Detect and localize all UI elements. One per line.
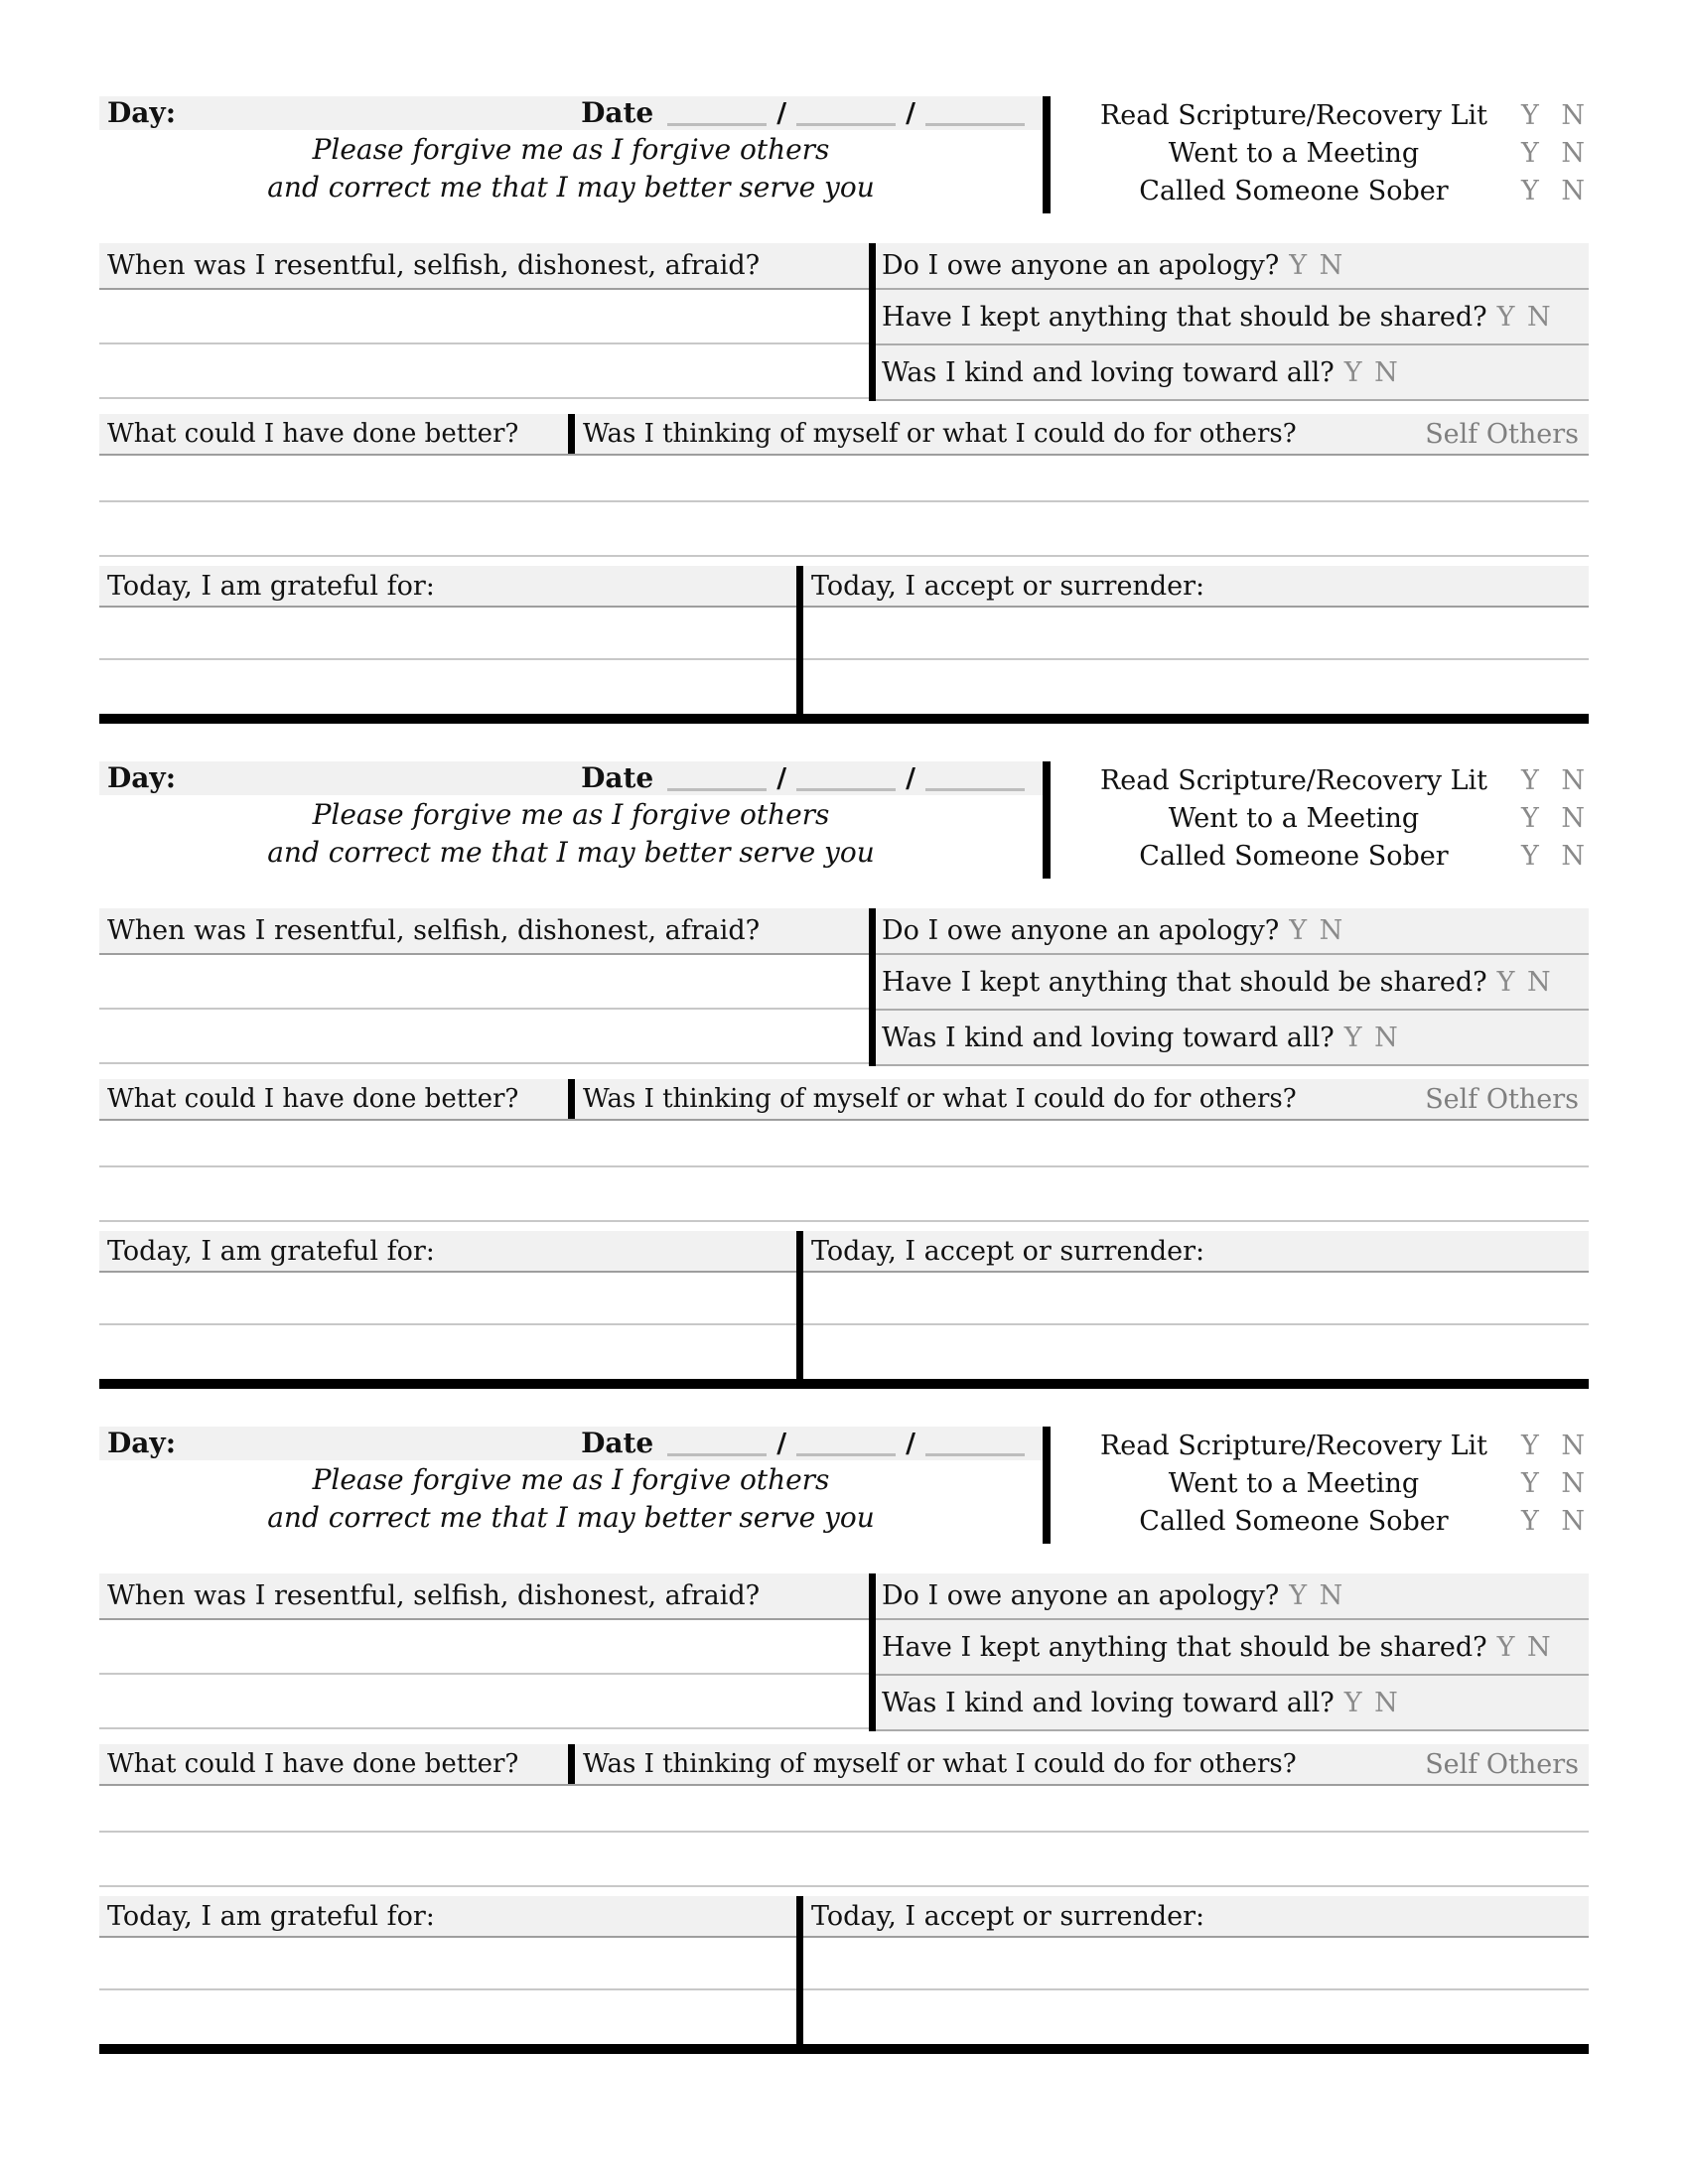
- inventory-table: [99, 908, 1589, 1066]
- prayer-line: Please forgive me as I forgive others: [312, 798, 830, 831]
- writing-space[interactable]: [99, 660, 796, 712]
- surrender-label: Today, I accept or surrender:: [811, 1900, 1205, 1932]
- yes-no-options[interactable]: Y N: [1289, 250, 1343, 281]
- inventory-question-label: When was I resentful, selfish, dishonest, afraid?: [107, 250, 761, 281]
- writing-space[interactable]: [803, 1990, 1589, 2042]
- daily-checklist: [1066, 761, 1589, 879]
- day-date-bar: [99, 761, 1043, 795]
- grateful-label: Today, I am grateful for:: [107, 1235, 435, 1267]
- yes-no-options[interactable]: Y N: [1520, 1467, 1585, 1499]
- vertical-divider: [869, 1573, 876, 1731]
- writing-line[interactable]: [803, 1938, 1589, 1990]
- date-day-field[interactable]: [796, 100, 896, 126]
- checklist-row: [1066, 761, 1589, 799]
- yes-no-options[interactable]: Y N: [1496, 301, 1551, 333]
- grateful-label-bar: [99, 566, 796, 608]
- yes-no-options[interactable]: Y N: [1289, 915, 1343, 946]
- vertical-divider: [869, 243, 876, 401]
- question-label: Do I owe anyone an apology?: [882, 250, 1280, 281]
- inventory-question-label: When was I resentful, selfish, dishonest, afraid?: [107, 1580, 761, 1611]
- writing-line[interactable]: [99, 1786, 1589, 1833]
- checklist-row: [1066, 799, 1589, 837]
- checklist-row: [1066, 1427, 1589, 1464]
- date-year-field[interactable]: [925, 100, 1025, 126]
- thinking-question: Was I thinking of myself or what I could do for others?: [583, 1084, 1297, 1114]
- surrender-column: [803, 557, 1589, 714]
- vertical-divider: [796, 566, 803, 714]
- daily-inventory-entry: [99, 96, 1589, 724]
- grateful-label: Today, I am grateful for:: [107, 570, 435, 602]
- yes-no-options[interactable]: Y N: [1520, 1505, 1585, 1537]
- inventory-question-bar: [99, 243, 869, 290]
- surrender-label-bar: [803, 1231, 1589, 1273]
- yes-no-options[interactable]: Y N: [1520, 175, 1585, 206]
- checklist-label: Called Someone Sober: [1139, 840, 1449, 872]
- inventory-table: [99, 243, 1589, 401]
- question-label: Have I kept anything that should be shared?: [882, 966, 1487, 998]
- daily-inventory-entry: [99, 1427, 1589, 2054]
- checklist-label: Called Someone Sober: [1139, 1505, 1449, 1537]
- writing-line[interactable]: [99, 290, 869, 344]
- entry-header: [99, 96, 1589, 213]
- inventory-left-column: [99, 1573, 869, 1731]
- question-row: [876, 1676, 1589, 1731]
- surrender-label: Today, I accept or surrender:: [811, 570, 1205, 602]
- writing-space[interactable]: [803, 660, 1589, 712]
- inventory-left-column: [99, 243, 869, 401]
- writing-line[interactable]: [803, 608, 1589, 660]
- writing-space[interactable]: [99, 1990, 796, 2042]
- checklist-label: Read Scripture/Recovery Lit: [1099, 764, 1487, 796]
- grateful-label-bar: [99, 1231, 796, 1273]
- checklist-row: [1066, 837, 1589, 875]
- date-month-field[interactable]: [667, 100, 767, 126]
- checklist-label: Went to a Meeting: [1168, 137, 1420, 169]
- prayer-line: Please forgive me as I forgive others: [312, 1463, 830, 1496]
- yes-no-options[interactable]: Y N: [1520, 764, 1585, 796]
- checklist-label: Went to a Meeting: [1168, 802, 1420, 834]
- yes-no-options[interactable]: Y N: [1343, 356, 1398, 388]
- date-slash: /: [776, 1428, 787, 1459]
- writing-line[interactable]: [99, 1833, 1589, 1887]
- day-label: Day:: [107, 1427, 177, 1459]
- prayer-text: [99, 795, 1043, 872]
- yes-no-options[interactable]: Y N: [1520, 802, 1585, 834]
- question-row: [876, 290, 1589, 345]
- prayer-line: and correct me that I may better serve you: [267, 171, 875, 204]
- question-label: Was I kind and loving toward all?: [882, 1022, 1335, 1053]
- reflection-bar: [99, 1744, 1589, 1786]
- checklist-label: Read Scripture/Recovery Lit: [1099, 1430, 1487, 1461]
- inventory-table: [99, 1573, 1589, 1731]
- surrender-column: [803, 1222, 1589, 1379]
- writing-line[interactable]: [99, 1121, 1589, 1167]
- day-label: Day:: [107, 96, 177, 129]
- daily-inventory-entry: [99, 761, 1589, 1389]
- gratitude-surrender-row: [99, 1222, 1589, 1379]
- prayer-line: and correct me that I may better serve you: [267, 836, 875, 869]
- inventory-question-bar: [99, 908, 869, 955]
- vertical-divider: [1043, 1427, 1051, 1544]
- question-label: Was I kind and loving toward all?: [882, 1687, 1335, 1718]
- writing-space[interactable]: [803, 1325, 1589, 1377]
- question-row: [876, 243, 1589, 290]
- self-others-options[interactable]: Self Others: [1425, 1083, 1579, 1115]
- reflection-bar: [99, 414, 1589, 456]
- writing-line[interactable]: [99, 608, 796, 660]
- question-label: Have I kept anything that should be shared?: [882, 301, 1487, 333]
- writing-line[interactable]: [99, 502, 1589, 557]
- yes-no-options[interactable]: Y N: [1520, 137, 1585, 169]
- surrender-column: [803, 1887, 1589, 2044]
- daily-checklist: [1066, 96, 1589, 213]
- better-question: What could I have done better?: [107, 1084, 519, 1114]
- question-label: Was I kind and loving toward all?: [882, 356, 1335, 388]
- vertical-divider: [568, 414, 575, 454]
- self-others-options[interactable]: Self Others: [1425, 418, 1579, 450]
- writing-line[interactable]: [99, 1938, 796, 1990]
- question-label: Do I owe anyone an apology?: [882, 915, 1280, 946]
- better-question: What could I have done better?: [107, 419, 519, 449]
- writing-line[interactable]: [99, 955, 869, 1010]
- question-row: [876, 345, 1589, 401]
- date-year-field[interactable]: [925, 1431, 1025, 1456]
- inventory-question-bar: [99, 1573, 869, 1620]
- checklist-row: [1066, 1502, 1589, 1540]
- date-label: Date: [581, 761, 654, 794]
- daily-checklist: [1066, 1427, 1589, 1544]
- thinking-question: Was I thinking of myself or what I could do for others?: [583, 1749, 1297, 1779]
- date-label: Date: [581, 96, 654, 129]
- writing-line[interactable]: [99, 1620, 869, 1675]
- header-left: [99, 761, 1043, 879]
- date-month-field[interactable]: [667, 765, 767, 791]
- checklist-row: [1066, 172, 1589, 209]
- entry-header: [99, 1427, 1589, 1544]
- writing-line[interactable]: [99, 344, 869, 399]
- yes-no-options[interactable]: Y N: [1343, 1022, 1398, 1053]
- question-label: Have I kept anything that should be shared?: [882, 1631, 1487, 1663]
- vertical-divider: [568, 1744, 575, 1784]
- vertical-divider: [869, 908, 876, 1066]
- prayer-text: [99, 1460, 1043, 1537]
- question-row: [876, 955, 1589, 1011]
- prayer-line: and correct me that I may better serve you: [267, 1501, 875, 1534]
- writing-line[interactable]: [803, 1273, 1589, 1325]
- section-divider: [99, 1379, 1589, 1389]
- day-date-bar: [99, 96, 1043, 130]
- writing-line[interactable]: [99, 1167, 1589, 1222]
- yes-no-options[interactable]: Y N: [1520, 99, 1585, 131]
- date-year-field[interactable]: [925, 765, 1025, 791]
- checklist-label: Read Scripture/Recovery Lit: [1099, 99, 1487, 131]
- header-left: [99, 1427, 1043, 1544]
- gratitude-surrender-row: [99, 1887, 1589, 2044]
- question-row: [876, 1620, 1589, 1676]
- yes-no-options[interactable]: Y N: [1289, 1580, 1343, 1611]
- better-question: What could I have done better?: [107, 1749, 519, 1779]
- inventory-right-column: [876, 1573, 1589, 1731]
- question-row: [876, 1573, 1589, 1620]
- question-row: [876, 908, 1589, 955]
- vertical-divider: [1043, 96, 1051, 213]
- writing-line[interactable]: [99, 456, 1589, 502]
- grateful-label-bar: [99, 1896, 796, 1938]
- prayer-line: Please forgive me as I forgive others: [312, 133, 830, 166]
- inventory-right-column: [876, 243, 1589, 401]
- yes-no-options[interactable]: Y N: [1520, 1430, 1585, 1461]
- self-others-options[interactable]: Self Others: [1425, 1748, 1579, 1780]
- surrender-label-bar: [803, 566, 1589, 608]
- inventory-right-column: [876, 908, 1589, 1066]
- day-label: Day:: [107, 761, 177, 794]
- grateful-column: [99, 557, 796, 714]
- surrender-label-bar: [803, 1896, 1589, 1938]
- yes-no-options[interactable]: Y N: [1343, 1687, 1398, 1718]
- question-row: [876, 1011, 1589, 1066]
- checklist-label: Went to a Meeting: [1168, 1467, 1420, 1499]
- thinking-question: Was I thinking of myself or what I could do for others?: [583, 419, 1297, 449]
- inventory-left-column: [99, 908, 869, 1066]
- vertical-divider: [796, 1231, 803, 1379]
- writing-line[interactable]: [99, 1010, 869, 1064]
- reflection-bar: [99, 1079, 1589, 1121]
- yes-no-options[interactable]: Y N: [1496, 966, 1551, 998]
- writing-space[interactable]: [99, 1325, 796, 1377]
- inventory-question-label: When was I resentful, selfish, dishonest, afraid?: [107, 915, 761, 946]
- date-slash: /: [906, 762, 915, 794]
- section-divider: [99, 714, 1589, 724]
- yes-no-options[interactable]: Y N: [1496, 1631, 1551, 1663]
- vertical-divider: [796, 1896, 803, 2044]
- date-day-field[interactable]: [796, 1431, 896, 1456]
- vertical-divider: [568, 1079, 575, 1119]
- question-label: Do I owe anyone an apology?: [882, 1580, 1280, 1611]
- yes-no-options[interactable]: Y N: [1520, 840, 1585, 872]
- date-slash: /: [906, 97, 915, 129]
- checklist-label: Called Someone Sober: [1139, 175, 1449, 206]
- writing-line[interactable]: [99, 1675, 869, 1729]
- header-left: [99, 96, 1043, 213]
- vertical-divider: [1043, 761, 1051, 879]
- section-divider: [99, 2044, 1589, 2054]
- writing-line[interactable]: [99, 1273, 796, 1325]
- grateful-column: [99, 1887, 796, 2044]
- checklist-row: [1066, 96, 1589, 134]
- date-slash: /: [776, 762, 787, 794]
- date-slash: /: [776, 97, 787, 129]
- date-label: Date: [581, 1427, 654, 1459]
- date-day-field[interactable]: [796, 765, 896, 791]
- date-month-field[interactable]: [667, 1431, 767, 1456]
- checklist-row: [1066, 1464, 1589, 1502]
- date-slash: /: [906, 1428, 915, 1459]
- grateful-column: [99, 1222, 796, 1379]
- prayer-text: [99, 130, 1043, 206]
- gratitude-surrender-row: [99, 557, 1589, 714]
- entry-header: [99, 761, 1589, 879]
- day-date-bar: [99, 1427, 1043, 1460]
- grateful-label: Today, I am grateful for:: [107, 1900, 435, 1932]
- checklist-row: [1066, 134, 1589, 172]
- surrender-label: Today, I accept or surrender:: [811, 1235, 1205, 1267]
